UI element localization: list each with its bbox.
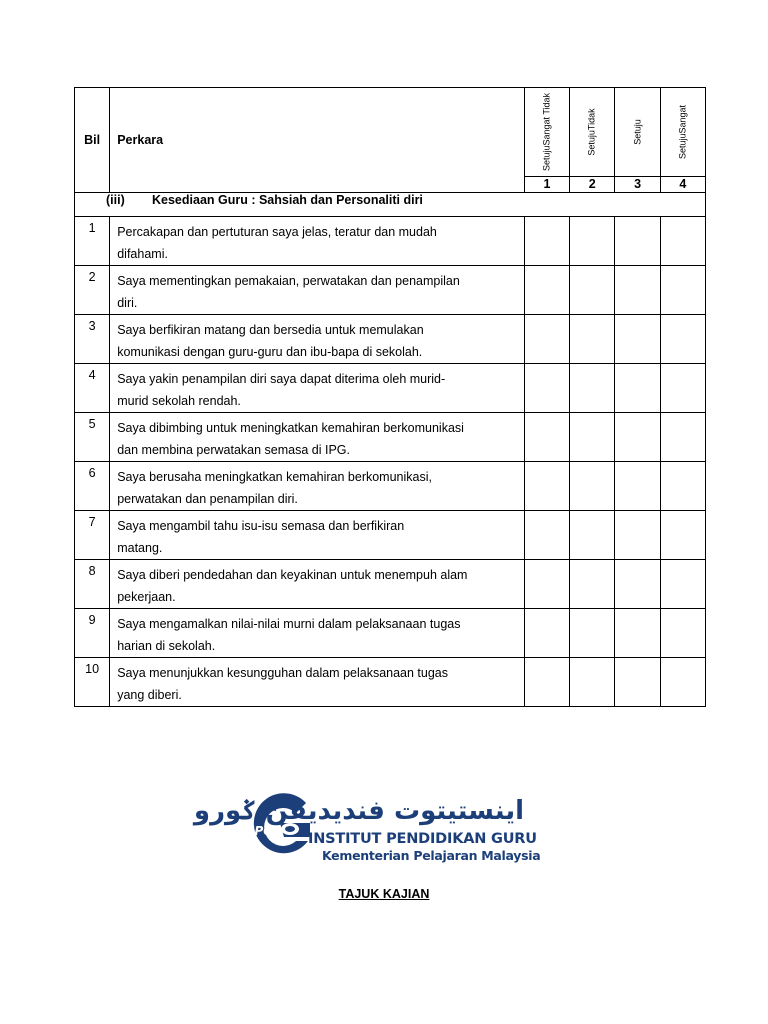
item-line-1: Percakapan dan pertuturan saya jelas, teratur dan mudah <box>117 225 437 239</box>
rating-cell-3[interactable] <box>615 511 660 560</box>
rating-cell-1[interactable] <box>524 560 569 609</box>
rating-cell-3[interactable] <box>615 560 660 609</box>
item-number: 8 <box>75 560 110 609</box>
item-line-1: Saya menunjukkan kesungguhan dalam pelaksanaan tugas <box>117 666 449 680</box>
rating-cell-4[interactable] <box>660 315 705 364</box>
item-statement <box>110 560 525 609</box>
rating-cell-4[interactable] <box>660 364 705 413</box>
table-row <box>75 511 706 560</box>
scale-label: Setuju <box>632 119 643 145</box>
item-line-2: harian di sekolah. <box>117 639 216 653</box>
logo-line-1: INSTITUT PENDIDIKAN GURU <box>308 831 537 847</box>
logo-arabic-text: اينستيتوت فنديديقن ݢورو <box>193 796 524 826</box>
rating-cell-1[interactable] <box>524 217 569 266</box>
item-statement <box>110 462 525 511</box>
item-line-1: Saya berusaha meningkatkan kemahiran berkomunikasi, <box>117 470 432 484</box>
rating-cell-1[interactable] <box>524 315 569 364</box>
rating-cell-2[interactable] <box>570 413 615 462</box>
item-line-2: dan membina perwatakan semasa di IPG. <box>117 443 350 457</box>
item-number: 3 <box>75 315 110 364</box>
header-scale-3 <box>615 88 660 177</box>
rating-cell-3[interactable] <box>615 658 660 707</box>
rating-cell-1[interactable] <box>524 609 569 658</box>
scale-label: SetujuTidak <box>586 108 597 156</box>
rating-cell-3[interactable] <box>615 413 660 462</box>
rating-cell-4[interactable] <box>660 560 705 609</box>
section-title: Kesediaan Guru : Sahsiah dan Personaliti diri <box>152 193 423 207</box>
scale-label: SetujuSangat <box>677 104 688 160</box>
header-scale-2 <box>570 88 615 177</box>
item-line-2: matang. <box>117 541 163 555</box>
logo-line-2: Kementerian Pelajaran Malaysia <box>322 848 541 863</box>
title-text: TAJUK KAJIAN <box>338 887 430 901</box>
rating-cell-3[interactable] <box>615 462 660 511</box>
rating-cell-3[interactable] <box>615 315 660 364</box>
table-row <box>75 364 706 413</box>
rating-cell-1[interactable] <box>524 364 569 413</box>
header-row <box>75 88 706 177</box>
rating-cell-2[interactable] <box>570 266 615 315</box>
rating-cell-4[interactable] <box>660 511 705 560</box>
survey-table <box>74 87 706 707</box>
rating-cell-3[interactable] <box>615 364 660 413</box>
rating-cell-4[interactable] <box>660 609 705 658</box>
table-row <box>75 658 706 707</box>
rating-cell-3[interactable] <box>615 217 660 266</box>
item-statement <box>110 364 525 413</box>
scale-number: 2 <box>570 177 615 193</box>
rating-cell-1[interactable] <box>524 413 569 462</box>
item-line-2: murid sekolah rendah. <box>117 394 241 408</box>
item-statement <box>110 413 525 462</box>
rating-cell-4[interactable] <box>660 658 705 707</box>
rating-cell-3[interactable] <box>615 266 660 315</box>
header-bil: Bil <box>75 88 110 193</box>
table-row <box>75 560 706 609</box>
item-line-1: Saya mengamalkan nilai-nilai murni dalam pelaksanaan tugas <box>117 617 461 631</box>
table-row <box>75 217 706 266</box>
item-number: 4 <box>75 364 110 413</box>
item-statement <box>110 609 525 658</box>
header-scale-1 <box>524 88 569 177</box>
rating-cell-2[interactable] <box>570 217 615 266</box>
item-statement <box>110 658 525 707</box>
item-line-2: difahami. <box>117 247 168 261</box>
item-line-1: Saya mementingkan pemakaian, perwatakan dan penampilan <box>117 274 460 288</box>
rating-cell-2[interactable] <box>570 364 615 413</box>
table-row <box>75 609 706 658</box>
item-line-2: yang diberi. <box>117 688 182 702</box>
item-number: 1 <box>75 217 110 266</box>
rating-cell-4[interactable] <box>660 462 705 511</box>
rating-cell-1[interactable] <box>524 462 569 511</box>
section-roman: (iii) <box>106 193 125 207</box>
table-row <box>75 413 706 462</box>
scale-number: 1 <box>524 177 569 193</box>
table-row <box>75 266 706 315</box>
section-heading <box>75 193 706 217</box>
item-line-1: Saya diberi pendedahan dan keyakinan untuk menempuh alam <box>117 568 468 582</box>
rating-cell-2[interactable] <box>570 462 615 511</box>
rating-cell-2[interactable] <box>570 315 615 364</box>
logo-badge: IPG <box>250 824 274 838</box>
rating-cell-4[interactable] <box>660 413 705 462</box>
section-row <box>75 193 706 217</box>
table-row <box>75 315 706 364</box>
header-scale-4 <box>660 88 705 177</box>
item-number: 6 <box>75 462 110 511</box>
item-line-2: komunikasi dengan guru-guru dan ibu-bapa di sekolah. <box>117 345 423 359</box>
table-row <box>75 462 706 511</box>
rating-cell-4[interactable] <box>660 217 705 266</box>
header-perkara: Perkara <box>110 88 525 193</box>
item-line-1: Saya yakin penampilan diri saya dapat diterima oleh murid- <box>117 372 446 386</box>
rating-cell-4[interactable] <box>660 266 705 315</box>
rating-cell-3[interactable] <box>615 609 660 658</box>
scale-label: SetujuSangat Tidak <box>541 92 552 172</box>
item-number: 5 <box>75 413 110 462</box>
scale-number: 4 <box>660 177 705 193</box>
rating-cell-1[interactable] <box>524 266 569 315</box>
rating-cell-1[interactable] <box>524 511 569 560</box>
item-statement <box>110 266 525 315</box>
item-number: 2 <box>75 266 110 315</box>
item-number: 9 <box>75 609 110 658</box>
item-line-1: Saya berfikiran matang dan bersedia untuk memulakan <box>117 323 424 337</box>
item-line-2: diri. <box>117 296 138 310</box>
item-number: 7 <box>75 511 110 560</box>
rating-cell-2[interactable] <box>570 511 615 560</box>
rating-cell-2[interactable] <box>570 560 615 609</box>
scale-number: 3 <box>615 177 660 193</box>
ipg-logo <box>193 793 541 863</box>
page-title <box>0 887 768 901</box>
item-number: 10 <box>75 658 110 707</box>
item-line-2: pekerjaan. <box>117 590 176 604</box>
item-statement <box>110 511 525 560</box>
item-statement <box>110 315 525 364</box>
item-line-1: Saya mengambil tahu isu-isu semasa dan berfikiran <box>117 519 405 533</box>
item-line-2: perwatakan dan penampilan diri. <box>117 492 298 506</box>
rating-cell-2[interactable] <box>570 609 615 658</box>
item-statement <box>110 217 525 266</box>
rating-cell-2[interactable] <box>570 658 615 707</box>
rating-cell-1[interactable] <box>524 658 569 707</box>
item-line-1: Saya dibimbing untuk meningkatkan kemahiran berkomunikasi <box>117 421 464 435</box>
